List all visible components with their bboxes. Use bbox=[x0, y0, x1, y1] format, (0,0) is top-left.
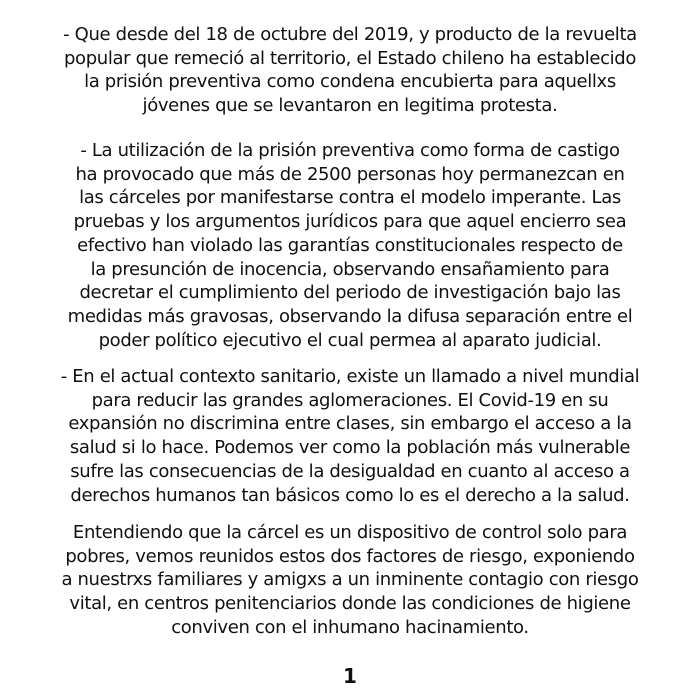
text-line: la prisión preventiva como condena encubierta para aquellxs bbox=[84, 71, 616, 93]
text-line: jóvenes que se levantaron en legitima protesta. bbox=[142, 95, 558, 117]
text-line: - En el actual contexto sanitario, existe un llamado a nivel mundial bbox=[60, 366, 640, 387]
text-line: vital, en centros penitenciarios donde las condiciones de higiene bbox=[69, 593, 631, 615]
text-line: medidas más gravosas, observando la difusa separación entre el bbox=[67, 305, 633, 327]
text-line: derechos humanos tan básicos como lo es el derecho a la salud. bbox=[70, 484, 630, 506]
paragraph-prison-risk-conclusion bbox=[20, 521, 680, 640]
text-line: sufre las consecuencias de la desigualdad en cuanto al acceso a bbox=[70, 460, 630, 482]
text-line: ha provocado que más de 2500 personas hoy permanezcan en bbox=[75, 163, 625, 185]
text-line: pobres, vemos reunidos estos dos factores de riesgo, exponiendo bbox=[65, 545, 635, 567]
text-line: efectivo han violado las garantías constitucionales respecto de bbox=[77, 234, 623, 256]
text-line: a nuestrxs familiares y amigxs a un inminente contagio con riesgo bbox=[61, 569, 639, 591]
text-line: las cárceles por manifestarse contra el modelo imperante. Las bbox=[79, 187, 621, 209]
text-line: decretar el cumplimiento del periodo de investigación bajo las bbox=[79, 282, 621, 304]
paragraph-health-context-covid bbox=[20, 365, 680, 507]
paragraph-preventive-prison-as-punishment bbox=[20, 139, 680, 352]
paragraph-preventive-prison-since-october-2019 bbox=[20, 23, 680, 118]
text-line: popular que remeció al territorio, el Estado chileno ha establecido bbox=[63, 47, 637, 69]
text-line: salud si lo hace. Podemos ver como la población más vulnerable bbox=[69, 437, 631, 459]
text-line: Entendiendo que la cárcel es un dispositivo de control solo para bbox=[72, 522, 628, 543]
text-line: para reducir las grandes aglomeraciones. El Covid-19 en su bbox=[91, 389, 609, 411]
text-line: conviven con el inhumano hacinamiento. bbox=[171, 616, 529, 638]
page-number: 1 bbox=[343, 664, 357, 688]
text-line: - La utilización de la prisión preventiva como forma de castigo bbox=[80, 140, 620, 161]
text-line: la presunción de inocencia, observando ensañamiento para bbox=[90, 258, 610, 280]
text-line: expansión no discrimina entre clases, sin embargo el acceso a la bbox=[68, 413, 632, 435]
text-line: pruebas y los argumentos jurídicos para que aquel encierro sea bbox=[73, 211, 627, 233]
text-line: poder político ejecutivo el cual permea al aparato judicial. bbox=[98, 329, 602, 351]
text-line: - Que desde del 18 de octubre del 2019, y producto de la revuelta bbox=[63, 24, 637, 45]
